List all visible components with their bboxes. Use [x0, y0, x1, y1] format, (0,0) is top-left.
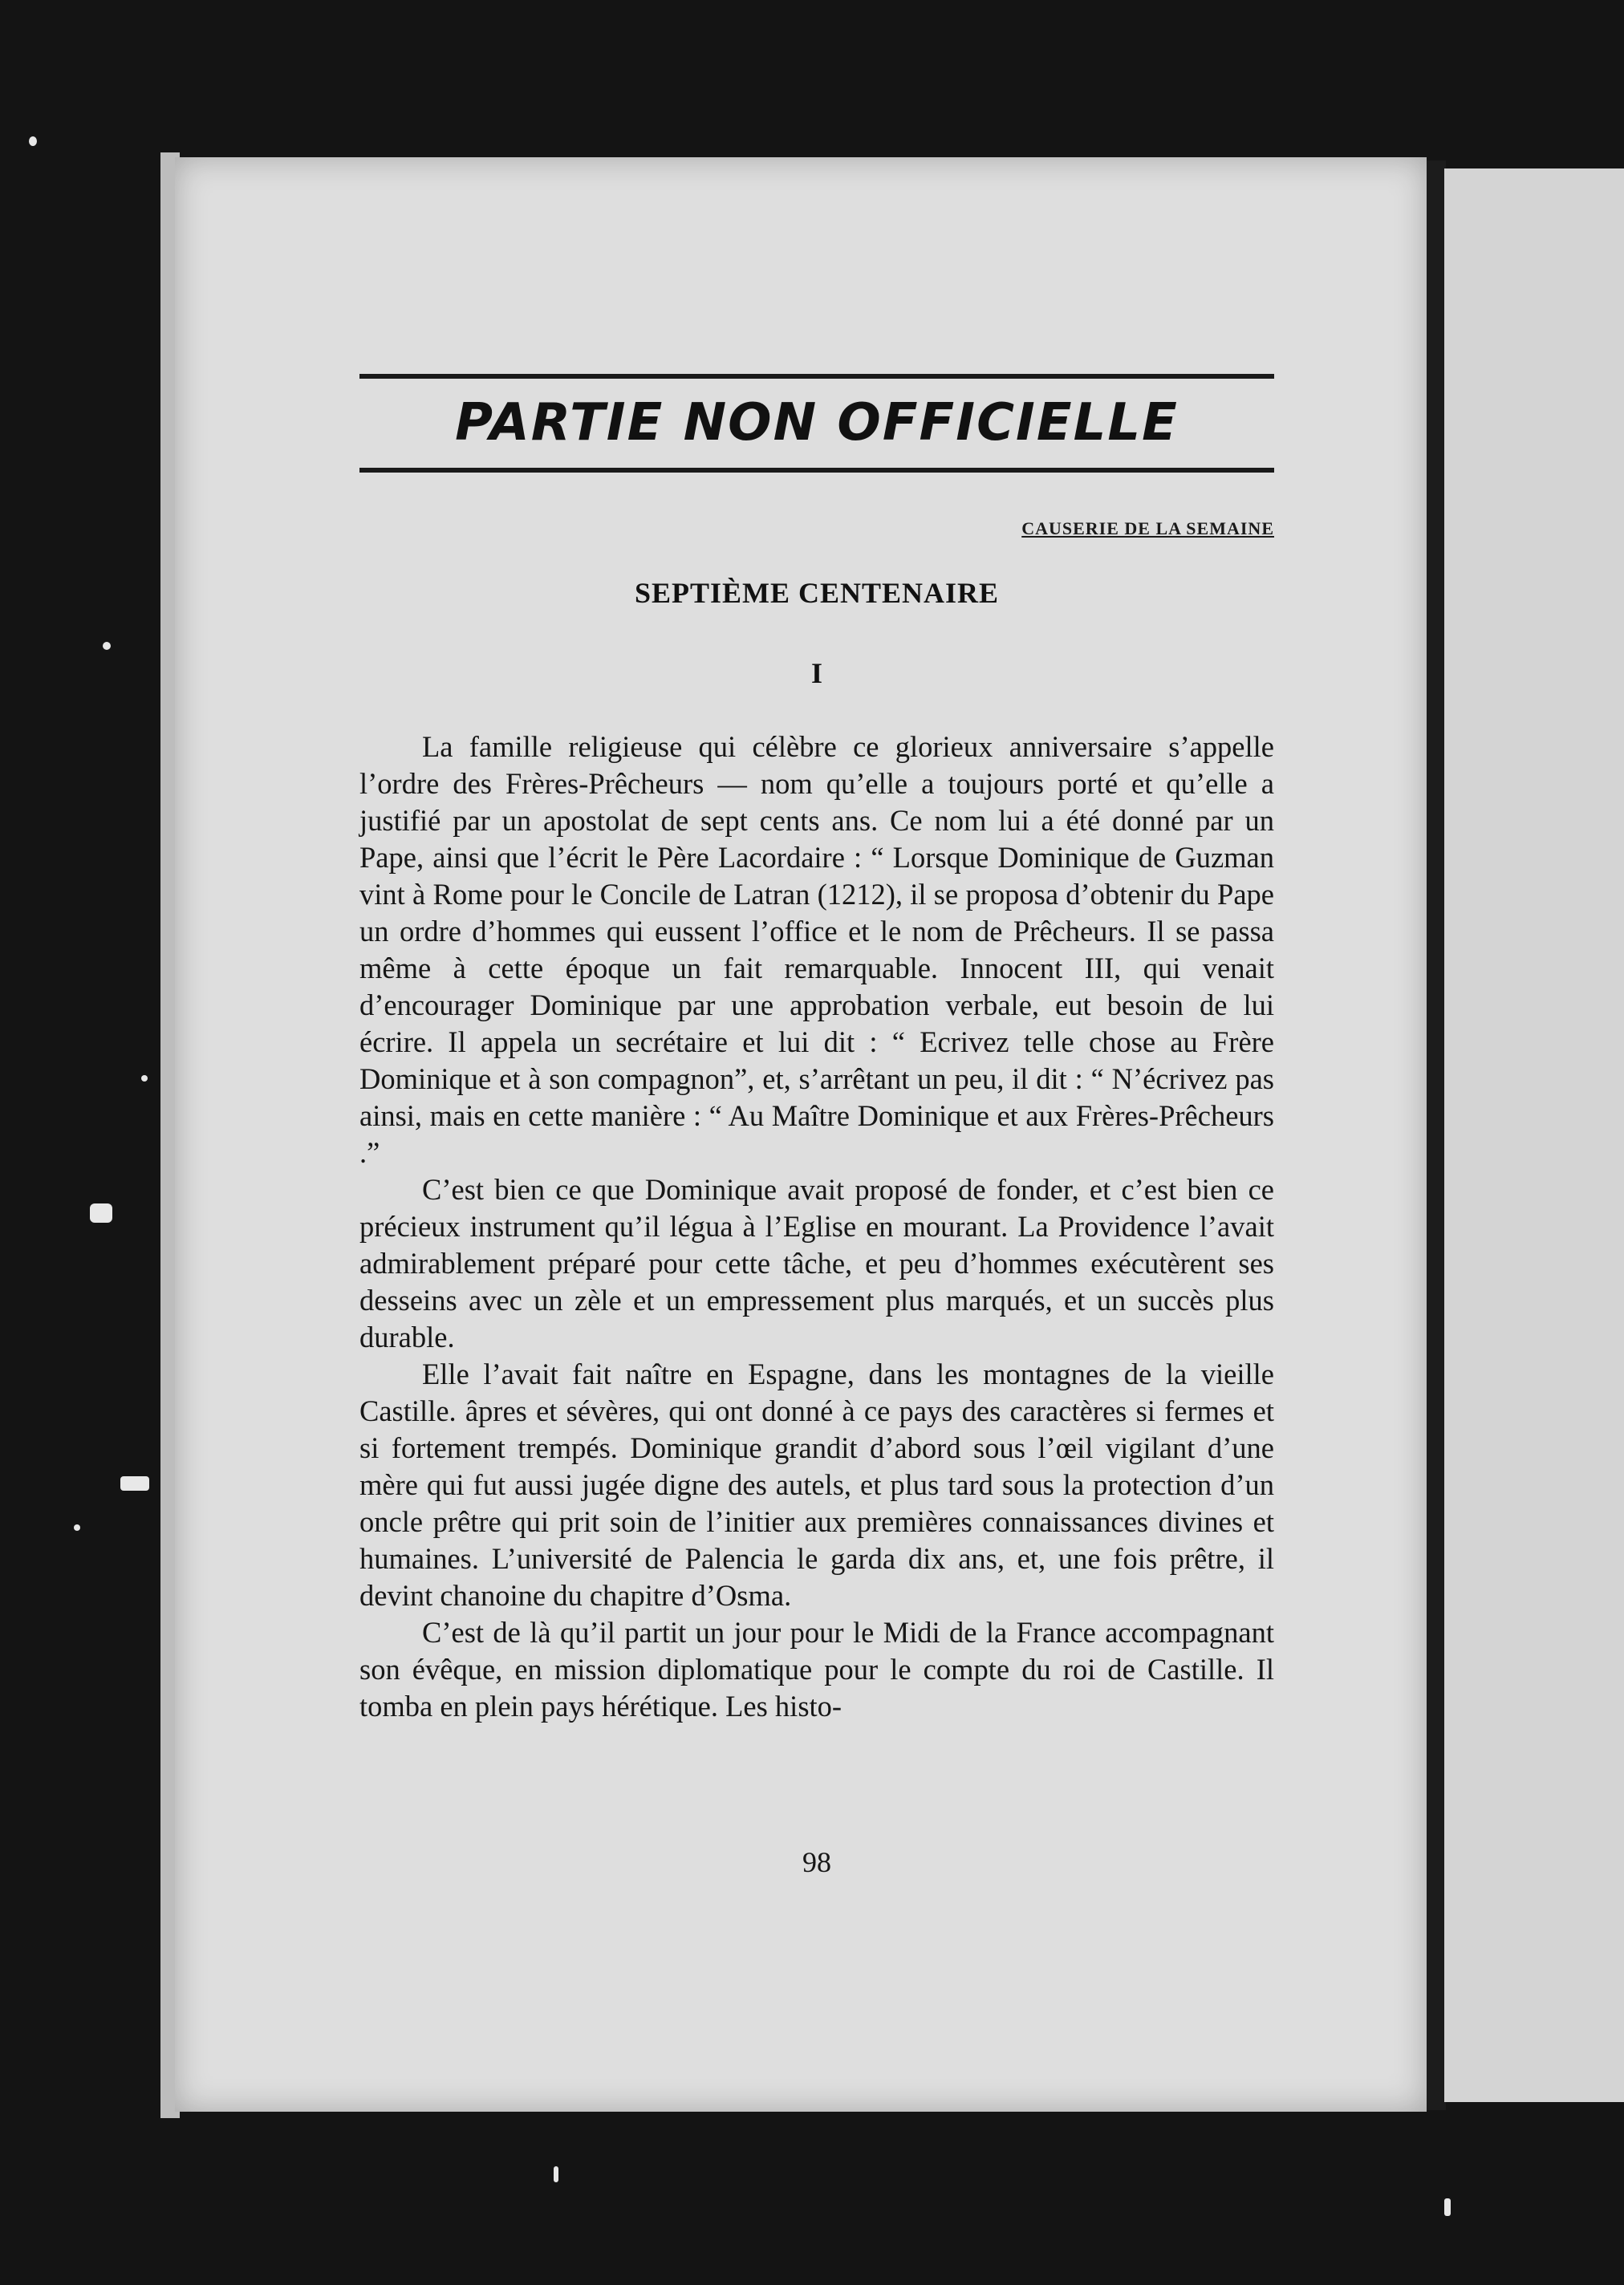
header-rule-top — [359, 374, 1274, 379]
film-speck — [120, 1476, 149, 1491]
film-speck — [141, 1075, 148, 1082]
page-gutter — [1425, 160, 1446, 2110]
film-speck — [1444, 2198, 1451, 2216]
article-title: SEPTIÈME CENTENAIRE — [634, 577, 1000, 609]
part-number: I — [810, 657, 822, 689]
header-rule-bottom — [359, 468, 1274, 473]
film-speck — [554, 2166, 558, 2182]
column-label: CAUSERIE DE LA SEMAINE — [1021, 518, 1274, 538]
article-body — [359, 729, 1274, 1725]
film-speck — [74, 1524, 80, 1531]
page-number: 98 — [802, 1846, 831, 1878]
section-title: PARTIE NON OFFICIELLE — [455, 393, 1179, 453]
paragraph: La famille religieuse qui célèbre ce glorieux anniversaire s’appelle l’ordre des Frères-Prêcheurs — nom qu’elle a toujours porté et qu’elle a justifié par un apostolat de sept cents ans. Ce nom lui a été donné par un Pape, ainsi que l’écrit le Père Lacordaire : “ Lorsque Dominique de Guzman vint à Rome pour le Concile de Latran (1212), il se proposa d’obtenir du Pape un ordre d’hommes qui eussent l’office et le nom de Prêcheurs. Il se passa même à cette époque un fait remarquable. Innocent III, qui venait d’encourager Dominique par une approbation verbale, eut besoin de lui écrire. Il appela un secrétaire et lui dit : “ Ecrivez telle chose au Frère Dominique et à son compagnon”, et, s’arrêtant un peu, il dit : “ N’écrivez pas ainsi, mais en cette manière : “ Au Maître Dominique et aux Frères-Prêcheurs .” — [359, 730, 1274, 1169]
paragraph: C’est bien ce que Dominique avait proposé de fonder, et c’est bien ce précieux instrument qu’il légua à l’Eglise en mourant. La Providence l’avait admirablement préparé pour cette tâche, et peu d’hommes exécutèrent ses desseins avec un zèle et un empressement plus marqués, et un succès plus durable. — [359, 1173, 1274, 1354]
film-speck — [103, 642, 111, 650]
paragraph: C’est de là qu’il partit un jour pour le Midi de la France accompagnant son évêque, en mission diplomatique pour le compte du roi de Castille. Il tomba en plein pays hérétique. Les histo- — [359, 1616, 1274, 1723]
film-speck — [29, 136, 37, 146]
film-speck — [90, 1203, 112, 1223]
adjacent-page — [1444, 168, 1624, 2102]
paragraph: Elle l’avait fait naître en Espagne, dans les montagnes de la vieille Castille. âpres et sévères, qui ont donné à ce pays des caractères si fermes et si fortement trempés. Dominique grandit d’abord sous l’œil vigilant d’une mère qui fut aussi jugée digne des autels, et plus tard sous la protection d’un oncle prêtre qui prit soin de l’initier aux premières connaissances divines et humaines. L’université de Palencia le garda dix ans, et, une fois prêtre, il devint chanoine du chapitre d’Osma. — [359, 1358, 1274, 1612]
adjacent-page-text-fragments — [1613, 417, 1624, 1861]
